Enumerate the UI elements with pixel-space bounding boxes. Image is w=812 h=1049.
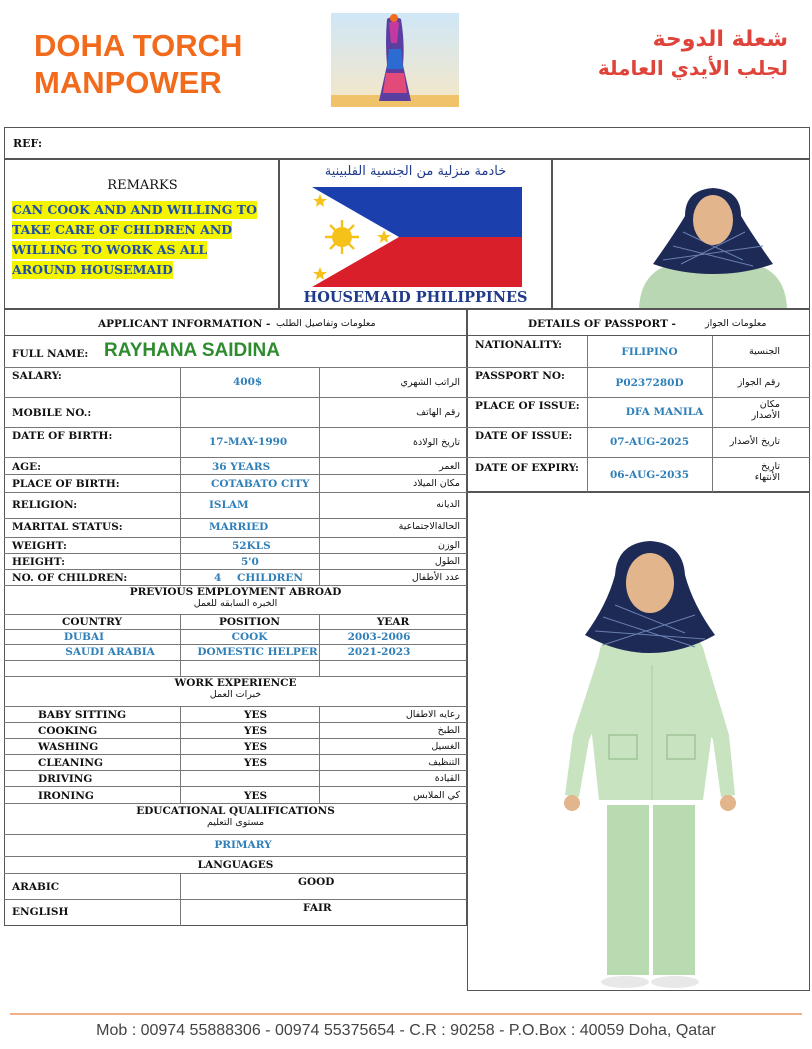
children-count: 4 [214,572,222,584]
issue-place-ar-line1: مكان [759,399,780,410]
employment-country: DUBAI [63,631,105,643]
work-experience-title-ar: خبرات العمل [209,689,262,700]
applicant-full-body-photo [555,535,745,990]
company-name-ar-line2: لجلب الأيدي العاملة [597,56,788,80]
children-label: NO. OF CHILDREN: [12,572,128,584]
skill-label-ar: رعايه الاطفال [405,709,460,720]
salary-value: 400$ [233,376,263,388]
employment-position: COOK [231,631,268,643]
mobile-label: MOBILE NO.: [12,407,92,419]
full-name-value: RAYHANA SAIDINA [104,340,280,361]
passport-header-en: DETAILS OF PASSPORT - [528,318,676,330]
skill-label: IRONING [38,790,94,802]
issue-place-value: DFA MANILA [625,406,704,418]
col-position: POSITION [218,616,280,628]
company-name-ar-line1: شعلة الدوحة [652,27,788,52]
skill-label-ar: الغسيل [431,741,460,752]
education-value: PRIMARY [214,839,272,851]
passport-no-label: PASSPORT NO: [475,370,565,382]
nationality-label: NATIONALITY: [475,339,562,351]
applicant-header-en: APPLICANT INFORMATION - [98,318,271,330]
weight-label-ar: الوزن [437,540,460,551]
passport-no-label-ar: رقم الجواز [737,377,780,388]
remarks-text [12,199,274,279]
issue-date-label-ar: تاريخ الأصدار [729,436,780,447]
pob-label-ar: مكان الميلاد [412,478,460,489]
flag-panel [279,159,552,309]
footer-rule [10,1013,802,1015]
flag-caption: HOUSEMAID PHILIPPINES [303,289,528,306]
philippines-flag [312,187,522,287]
pob-value: COTABATO CITY [211,478,310,490]
religion-label: RELIGION: [12,499,78,511]
skill-value: YES [244,709,268,721]
skill-value: YES [244,741,268,753]
dob-label: DATE OF BIRTH: [12,430,113,442]
employment-title [4,586,467,609]
employment-position: DOMESTIC HELPER [197,646,318,658]
passport-no-value: P0237280D [615,377,684,389]
company-name-line2: MANPOWER [34,65,222,100]
skill-label-ar: كي الملابس [413,790,460,801]
skill-value: YES [244,790,268,802]
mobile-label-ar: رقم الهاتف [416,407,460,418]
skill-label-ar: القيادة [434,773,460,784]
employment-country: SAUDI ARABIA [65,646,155,658]
work-experience-title [4,677,467,700]
expiry-ar-line1: تاريخ [761,461,780,472]
remarks-line: AROUND HOUSEMAID [12,262,173,277]
religion-label-ar: الديانه [436,499,460,510]
skill-label: WASHING [38,741,99,753]
education-title-en: EDUCATIONAL QUALIFICATIONS [136,805,335,817]
age-label-ar: العمر [439,461,460,472]
skill-value: YES [244,757,268,769]
weight-label: WEIGHT: [12,540,67,552]
age-value: 36 YEARS [212,461,271,473]
dob-value: 17-MAY-1990 [209,436,288,448]
expiry-label: DATE OF EXPIRY: [475,462,579,474]
applicant-header [4,309,467,336]
company-name-en [34,27,242,101]
expiry-value: 06-AUG-2035 [609,469,690,481]
passport-header [467,309,810,336]
ref-label: REF: [13,137,43,150]
employment-title-en: PREVIOUS EMPLOYMENT ABROAD [129,586,342,598]
pob-label: PLACE OF BIRTH: [12,478,120,490]
height-label: HEIGHT: [12,556,66,568]
salary-label-ar: الراتب الشهري [400,377,460,388]
skill-label: CLEANING [38,757,103,769]
education-title-ar: مستوى التعليم [206,817,265,828]
company-name-ar [470,26,788,82]
age-label: AGE: [12,461,41,473]
employment-year: 2003-2006 [347,631,411,643]
language-name: ENGLISH [12,906,69,918]
flag-arabic-caption: خادمة منزلية من الجنسية الفلبينية [324,164,507,179]
salary-label: SALARY: [12,370,62,382]
expiry-ar-line2: الأنتهاء [754,472,780,483]
remarks-title: REMARKS [107,178,178,193]
language-level: FAIR [303,902,332,914]
remarks-panel [4,159,279,309]
height-value: 5'0 [241,556,259,568]
remarks-line: WILLING TO WORK AS ALL [12,242,208,257]
religion-value: ISLAM [209,499,249,511]
issue-place-ar-line2: الأصدار [751,410,780,421]
remarks-line: CAN COOK AND AND WILLING TO [12,202,257,217]
applicant-headshot [633,176,793,308]
nationality-label-ar: الجنسية [749,346,780,357]
skill-label: DRIVING [38,773,93,785]
nationality-value: FILIPINO [621,346,678,358]
skill-label-ar: الطبخ [437,725,460,736]
employment-title-ar: الخبره السابقه للعمل [193,598,278,609]
issue-place-label: PLACE OF ISSUE: [475,400,580,412]
col-year: YEAR [376,616,410,628]
employment-year: 2021-2023 [347,646,411,658]
full-name-label: FULL NAME: [12,348,89,360]
applicant-header-ar: معلومات وتفاصيل الطلب [276,318,376,329]
marital-label: MARITAL STATUS: [12,521,123,533]
issue-place-label-ar [752,399,780,421]
skill-label-ar: التنظيف [428,757,460,768]
expiry-label-ar [755,461,780,483]
education-title [4,805,467,828]
skill-label: COOKING [38,725,98,737]
work-experience-title-en: WORK EXPERIENCE [174,677,297,689]
languages-title: LANGUAGES [197,859,274,871]
language-level: GOOD [298,876,335,888]
issue-date-label: DATE OF ISSUE: [475,430,573,442]
children-word: CHILDREN [237,572,304,584]
children-label-ar: عدد الأطفال [411,572,460,583]
skill-label: BABY SITTING [38,709,127,721]
language-name: ARABIC [12,881,60,893]
marital-label-ar: الحالةالاجتماعية [398,521,460,532]
footer-contact: Mob : 00974 55888306 - 00974 55375654 - C.R : 90258 - P.O.Box : 40059 Doha, Qatar [96,1022,716,1039]
skill-value: YES [244,725,268,737]
passport-header-ar: معلومات الجواز [705,318,767,329]
col-country: COUNTRY [62,616,122,628]
remarks-line: TAKE CARE OF CHLDREN AND [12,222,233,237]
dob-label-ar: تاريخ الولادة [413,437,460,448]
headshot-panel [552,159,810,309]
company-name-line1: DOHA TORCH [34,28,243,63]
weight-value: 52KLS [232,540,271,552]
height-label-ar: الطول [434,556,460,567]
ref-row [4,127,810,159]
torch-tower-logo [331,13,459,107]
marital-value: MARRIED [209,521,269,533]
issue-date-value: 07-AUG-2025 [609,436,690,448]
